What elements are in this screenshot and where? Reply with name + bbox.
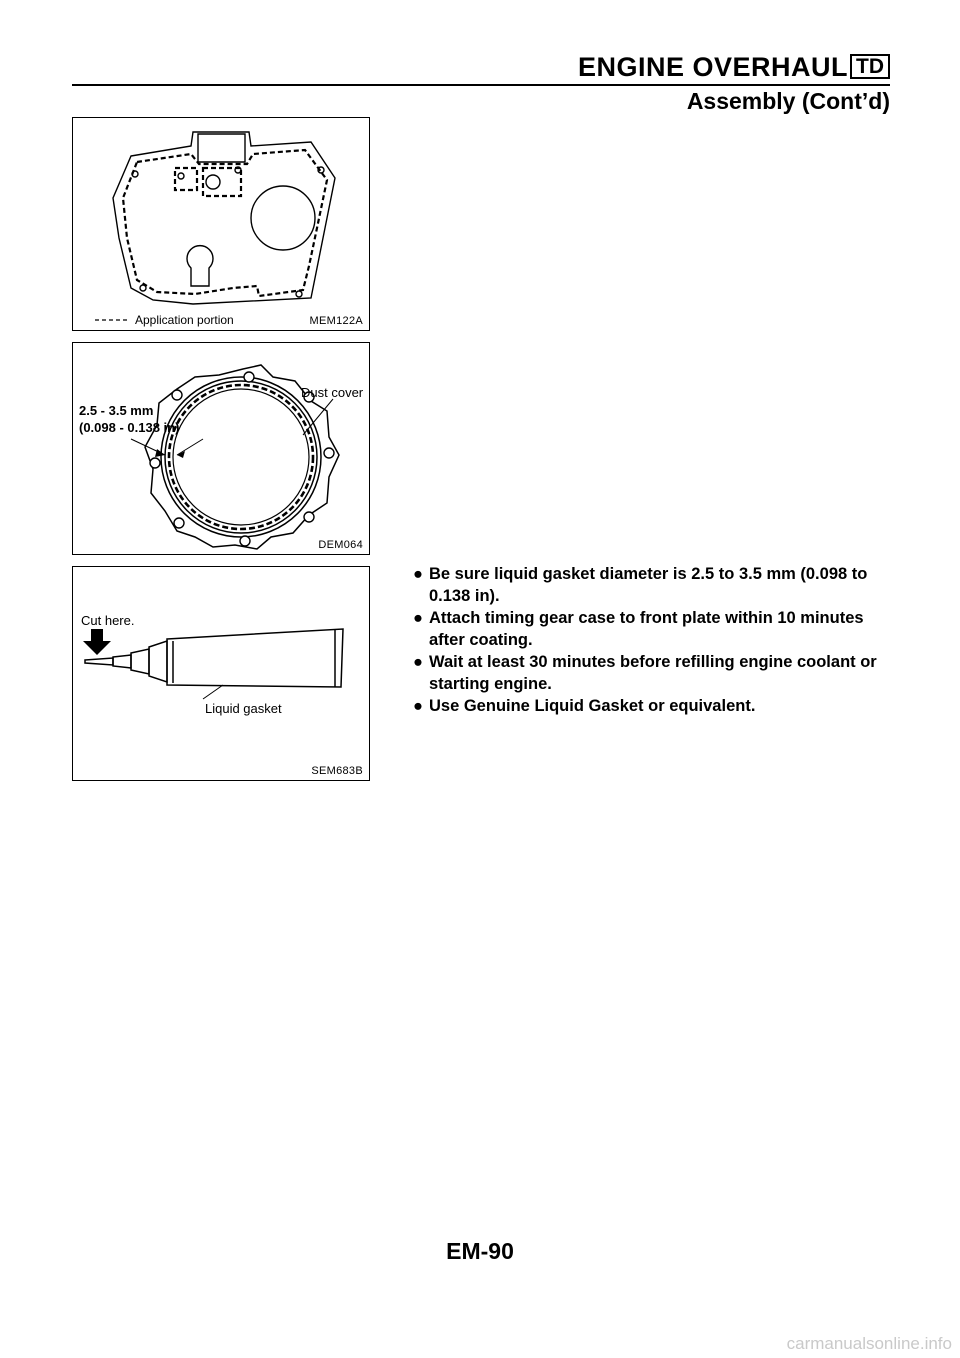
timing-case-illustration bbox=[73, 118, 370, 331]
dust-cover-callout: Dust cover bbox=[301, 385, 364, 400]
bullet-icon: ● bbox=[413, 609, 423, 627]
application-portion-legend: Application portion bbox=[135, 313, 234, 327]
figure-code: MEM122A bbox=[309, 315, 363, 327]
list-item: ● Be sure liquid gasket diameter is 2.5 to 3.5 mm (0.098 to 0.138 in). bbox=[413, 565, 868, 605]
header-badge: TD bbox=[850, 54, 890, 79]
dimension-mm-label: 2.5 - 3.5 mm bbox=[79, 403, 154, 418]
list-item: ● Attach timing gear case to front plate within 10 minutes after coating. bbox=[413, 609, 864, 649]
page-number: EM-90 bbox=[446, 1238, 514, 1264]
cut-here-label: Cut here. bbox=[81, 613, 135, 628]
bullet-icon: ● bbox=[413, 697, 423, 715]
dimension-in-label: (0.098 - 0.138 in) bbox=[79, 420, 180, 435]
dust-cover-illustration bbox=[73, 343, 370, 555]
header-title: ENGINE OVERHAUL bbox=[577, 52, 848, 82]
figure-code: DEM064 bbox=[318, 539, 363, 551]
figure-code: SEM683B bbox=[311, 765, 363, 777]
section-subtitle: Assembly (Cont’d) bbox=[686, 88, 890, 114]
bullet-icon: ● bbox=[413, 653, 423, 671]
list-item: ● Use Genuine Liquid Gasket or equivalent. bbox=[413, 697, 756, 715]
watermark: carmanualsonline.info bbox=[786, 1334, 952, 1353]
instruction-list bbox=[413, 563, 891, 717]
liquid-gasket-label: Liquid gasket bbox=[205, 701, 282, 716]
list-item: ● Wait at least 30 minutes before refilling engine coolant or starting engine. bbox=[413, 653, 877, 693]
figure-timing-case bbox=[72, 117, 370, 331]
bullet-icon: ● bbox=[413, 565, 423, 583]
header-rule bbox=[72, 84, 890, 86]
figure-liquid-gasket-tube bbox=[72, 566, 370, 781]
gasket-tube-illustration bbox=[73, 567, 370, 781]
figure-dust-cover bbox=[72, 342, 370, 555]
cut-arrow-icon bbox=[83, 629, 111, 655]
